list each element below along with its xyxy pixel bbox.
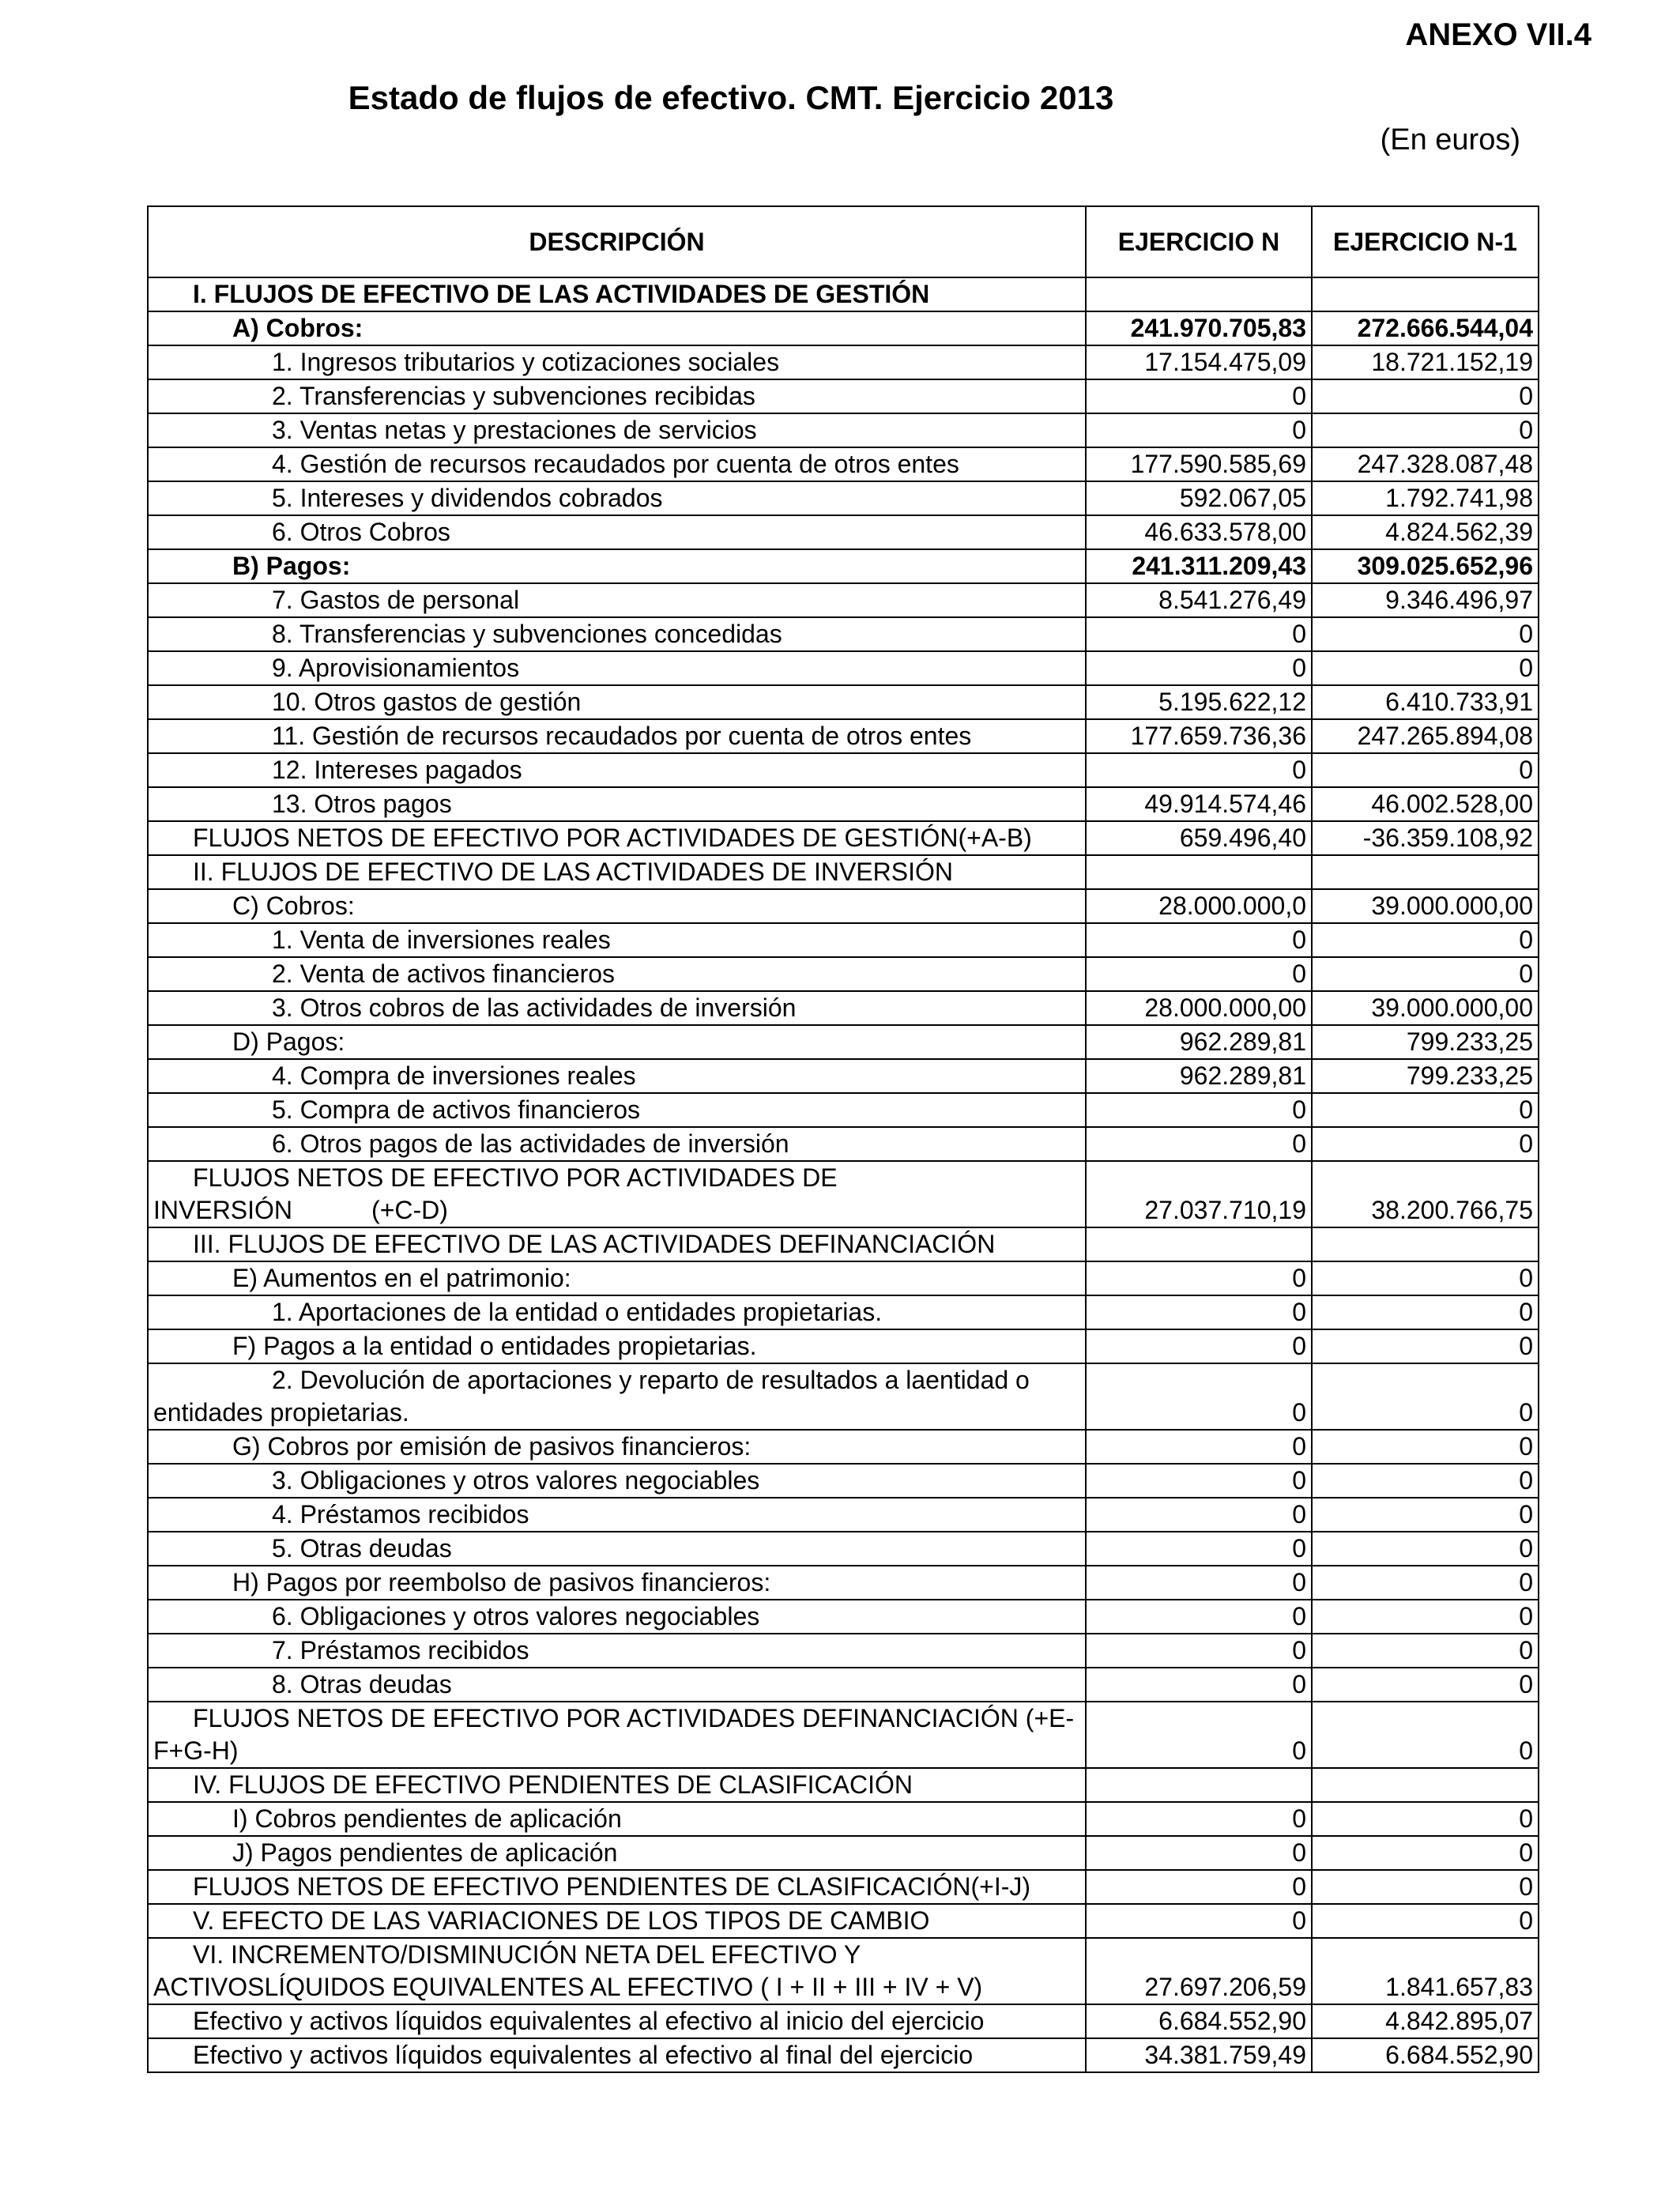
table-row [148, 685, 1539, 719]
row-value-year-n-1: 247.328.087,48 [1312, 447, 1539, 481]
row-value-year-n: 28.000.000,0 [1086, 889, 1312, 923]
table-body [148, 277, 1539, 2072]
row-value-year-n [1086, 1768, 1312, 1802]
table-row [148, 719, 1539, 753]
table-row [148, 889, 1539, 923]
row-description [148, 1938, 1086, 2004]
row-value-year-n-1: 0 [1312, 753, 1539, 787]
table-row [148, 379, 1539, 413]
row-value-year-n-1 [1312, 1227, 1539, 1261]
row-description: 1. Aportaciones de la entidad o entidades propietarias. [148, 1295, 1086, 1329]
row-description [148, 1702, 1086, 1768]
row-value-year-n-1: 799.233,25 [1312, 1025, 1539, 1059]
row-value-year-n: 27.697.206,59 [1086, 1938, 1312, 2004]
row-description: F) Pagos a la entidad o entidades propietarias. [148, 1329, 1086, 1363]
row-description: C) Cobros: [148, 889, 1086, 923]
row-description: 3. Otros cobros de las actividades de inversión [148, 991, 1086, 1025]
row-value-year-n: 27.037.710,19 [1086, 1161, 1312, 1227]
row-value-year-n: 0 [1086, 1668, 1312, 1702]
table-row [148, 651, 1539, 685]
table-row [148, 1836, 1539, 1870]
row-value-year-n: 177.659.736,36 [1086, 719, 1312, 753]
row-description-line1: VI. INCREMENTO/DISMINUCIÓN NETA DEL EFECTIVO Y ACTIVOS [153, 1940, 861, 2001]
table-header-row [148, 206, 1539, 277]
row-value-year-n-1: 0 [1312, 379, 1539, 413]
row-value-year-n: 0 [1086, 1498, 1312, 1532]
row-description: 8. Transferencias y subvenciones concedidas [148, 617, 1086, 651]
row-value-year-n: 0 [1086, 923, 1312, 957]
row-value-year-n-1: 39.000.000,00 [1312, 991, 1539, 1025]
row-description: E) Aumentos en el patrimonio: [148, 1261, 1086, 1295]
row-description [148, 821, 1086, 855]
row-value-year-n-1: 38.200.766,75 [1312, 1161, 1539, 1227]
table-row [148, 923, 1539, 957]
row-value-year-n [1086, 1227, 1312, 1261]
table-row [148, 1127, 1539, 1161]
row-value-year-n-1: 0 [1312, 1261, 1539, 1295]
table-row [148, 1295, 1539, 1329]
row-description: 10. Otros gastos de gestión [148, 685, 1086, 719]
row-description-line1: FLUJOS NETOS DE EFECTIVO POR ACTIVIDADES DE INVERSIÓN [153, 1163, 838, 1224]
row-description-line2: entidad o entidades propietarias. [153, 1366, 1030, 1427]
table-row [148, 1498, 1539, 1532]
row-description-line1: FLUJOS NETOS DE EFECTIVO POR ACTIVIDADES DE [193, 1704, 838, 1732]
row-description: 5. Intereses y dividendos cobrados [148, 481, 1086, 515]
row-value-year-n-1: 799.233,25 [1312, 1059, 1539, 1093]
row-description: 7. Préstamos recibidos [148, 1634, 1086, 1668]
table-row [148, 1363, 1539, 1430]
row-value-year-n: 0 [1086, 651, 1312, 685]
row-description: D) Pagos: [148, 1025, 1086, 1059]
row-value-year-n [1086, 277, 1312, 311]
row-description [148, 1363, 1086, 1430]
row-value-year-n-1: 0 [1312, 1904, 1539, 1938]
row-description-line2: (+C-D) [371, 1196, 448, 1224]
table-row [148, 617, 1539, 651]
row-value-year-n: 0 [1086, 1464, 1312, 1498]
row-description: 13. Otros pagos [148, 787, 1086, 821]
row-value-year-n: 962.289,81 [1086, 1025, 1312, 1059]
row-value-year-n: 17.154.475,09 [1086, 345, 1312, 379]
row-value-year-n-1: 4.842.895,07 [1312, 2004, 1539, 2038]
table-row [148, 1093, 1539, 1127]
row-description-line1: FLUJOS NETOS DE EFECTIVO POR ACTIVIDADES DE GESTIÓN [193, 824, 959, 852]
row-description-line2: (+A-B) [958, 824, 1032, 852]
row-value-year-n: 0 [1086, 379, 1312, 413]
table-row [148, 447, 1539, 481]
row-value-year-n: 6.684.552,90 [1086, 2004, 1312, 2038]
row-value-year-n-1: 0 [1312, 1464, 1539, 1498]
table-row [148, 481, 1539, 515]
row-value-year-n: 177.590.585,69 [1086, 447, 1312, 481]
table-row [148, 413, 1539, 447]
table-row [148, 1532, 1539, 1566]
annex-label: ANEXO VII.4 [1405, 17, 1591, 52]
row-value-year-n-1: 0 [1312, 1836, 1539, 1870]
row-description: 8. Otras deudas [148, 1668, 1086, 1702]
table-row [148, 1904, 1539, 1938]
row-description: Efectivo y activos líquidos equivalentes al efectivo al final del ejercicio [148, 2038, 1086, 2072]
row-value-year-n-1: 0 [1312, 1566, 1539, 1600]
units-label: (En euros) [1380, 123, 1520, 156]
row-value-year-n-1: 0 [1312, 1600, 1539, 1634]
row-value-year-n-1: 0 [1312, 1802, 1539, 1836]
table-row [148, 1668, 1539, 1702]
table-row [148, 1430, 1539, 1464]
row-value-year-n: 5.195.622,12 [1086, 685, 1312, 719]
row-value-year-n: 0 [1086, 1836, 1312, 1870]
row-value-year-n: 0 [1086, 1702, 1312, 1768]
row-description: 6. Otros Cobros [148, 515, 1086, 549]
row-description: B) Pagos: [148, 549, 1086, 583]
table-row [148, 1261, 1539, 1295]
table-row [148, 1025, 1539, 1059]
row-value-year-n-1 [1312, 1768, 1539, 1802]
table-row [148, 753, 1539, 787]
row-value-year-n-1: 0 [1312, 1295, 1539, 1329]
table-row [148, 1702, 1539, 1768]
table-row [148, 2004, 1539, 2038]
row-value-year-n-1 [1312, 855, 1539, 889]
row-value-year-n-1: 9.346.496,97 [1312, 583, 1539, 617]
row-description-line1: FLUJOS NETOS DE EFECTIVO PENDIENTES DE CLASIFICACIÓN [193, 1872, 971, 1901]
table-row [148, 787, 1539, 821]
row-description [148, 1227, 1086, 1261]
row-description: G) Cobros por emisión de pasivos financieros: [148, 1430, 1086, 1464]
table-row [148, 1938, 1539, 2004]
row-value-year-n [1086, 855, 1312, 889]
table-row [148, 1802, 1539, 1836]
row-value-year-n: 0 [1086, 413, 1312, 447]
table-row [148, 1566, 1539, 1600]
row-value-year-n: 0 [1086, 1904, 1312, 1938]
table-row [148, 991, 1539, 1025]
row-description: 11. Gestión de recursos recaudados por cuenta de otros entes [148, 719, 1086, 753]
row-description: V. EFECTO DE LAS VARIACIONES DE LOS TIPOS DE CAMBIO [148, 1904, 1086, 1938]
row-description: H) Pagos por reembolso de pasivos financieros: [148, 1566, 1086, 1600]
table-row [148, 311, 1539, 345]
row-value-year-n: 592.067,05 [1086, 481, 1312, 515]
row-value-year-n-1: 0 [1312, 1702, 1539, 1768]
row-value-year-n: 0 [1086, 1093, 1312, 1127]
row-description: 1. Ingresos tributarios y cotizaciones sociales [148, 345, 1086, 379]
row-description: 12. Intereses pagados [148, 753, 1086, 787]
row-value-year-n: 28.000.000,00 [1086, 991, 1312, 1025]
row-value-year-n: 0 [1086, 753, 1312, 787]
row-description: 2. Venta de activos financieros [148, 957, 1086, 991]
row-value-year-n: 46.633.578,00 [1086, 515, 1312, 549]
row-value-year-n: 0 [1086, 1329, 1312, 1363]
row-description: 2. Transferencias y subvenciones recibidas [148, 379, 1086, 413]
table-row [148, 855, 1539, 889]
row-value-year-n-1: 0 [1312, 1870, 1539, 1904]
row-value-year-n-1: 0 [1312, 651, 1539, 685]
row-value-year-n: 8.541.276,49 [1086, 583, 1312, 617]
row-value-year-n: 0 [1086, 1532, 1312, 1566]
row-description: 4. Compra de inversiones reales [148, 1059, 1086, 1093]
row-description: 6. Obligaciones y otros valores negociables [148, 1600, 1086, 1634]
row-value-year-n-1: 0 [1312, 1093, 1539, 1127]
row-description: I. FLUJOS DE EFECTIVO DE LAS ACTIVIDADES DE GESTIÓN [148, 277, 1086, 311]
table-row [148, 1329, 1539, 1363]
column-header-description: DESCRIPCIÓN [148, 206, 1086, 277]
row-description: 5. Compra de activos financieros [148, 1093, 1086, 1127]
row-description: 3. Ventas netas y prestaciones de servicios [148, 413, 1086, 447]
row-value-year-n-1: 1.841.657,83 [1312, 1938, 1539, 2004]
row-description-line1: 2. Devolución de aportaciones y reparto de resultados a la [272, 1366, 926, 1394]
table-row [148, 1634, 1539, 1668]
row-value-year-n: 0 [1086, 957, 1312, 991]
table-row [148, 515, 1539, 549]
table-row [148, 2038, 1539, 2072]
row-value-year-n-1: 18.721.152,19 [1312, 345, 1539, 379]
row-description [148, 1870, 1086, 1904]
row-value-year-n-1: 0 [1312, 1498, 1539, 1532]
table-row [148, 1768, 1539, 1802]
row-value-year-n: 0 [1086, 1634, 1312, 1668]
row-value-year-n: 0 [1086, 1600, 1312, 1634]
table-row [148, 1464, 1539, 1498]
row-description: IV. FLUJOS DE EFECTIVO PENDIENTES DE CLASIFICACIÓN [148, 1768, 1086, 1802]
table-row [148, 1161, 1539, 1227]
table-row [148, 821, 1539, 855]
row-value-year-n: 0 [1086, 617, 1312, 651]
table-row [148, 345, 1539, 379]
row-value-year-n-1: 0 [1312, 923, 1539, 957]
row-description: I) Cobros pendientes de aplicación [148, 1802, 1086, 1836]
cash-flow-table [147, 205, 1539, 2073]
row-value-year-n-1: -36.359.108,92 [1312, 821, 1539, 855]
row-description: J) Pagos pendientes de aplicación [148, 1836, 1086, 1870]
table-row [148, 1870, 1539, 1904]
row-description-line2: LÍQUIDOS EQUIVALENTES AL EFECTIVO ( I + II + III + IV + V) [264, 1973, 983, 2001]
row-value-year-n-1: 4.824.562,39 [1312, 515, 1539, 549]
row-value-year-n-1: 0 [1312, 1532, 1539, 1566]
table-row [148, 1059, 1539, 1093]
row-description-line1: III. FLUJOS DE EFECTIVO DE LAS ACTIVIDADES DE [193, 1230, 814, 1258]
row-description: A) Cobros: [148, 311, 1086, 345]
row-description-line2: FINANCIACIÓN (+E-F+G-H) [153, 1704, 1075, 1765]
row-value-year-n: 0 [1086, 1870, 1312, 1904]
row-description: Efectivo y activos líquidos equivalentes al efectivo al inicio del ejercicio [148, 2004, 1086, 2038]
row-description: 6. Otros pagos de las actividades de inversión [148, 1127, 1086, 1161]
row-value-year-n-1: 0 [1312, 1634, 1539, 1668]
row-value-year-n: 34.381.759,49 [1086, 2038, 1312, 2072]
row-value-year-n-1: 0 [1312, 957, 1539, 991]
row-value-year-n: 0 [1086, 1261, 1312, 1295]
table-row [148, 549, 1539, 583]
row-description: II. FLUJOS DE EFECTIVO DE LAS ACTIVIDADES DE INVERSIÓN [148, 855, 1086, 889]
row-description-line2: (+I-J) [970, 1872, 1031, 1901]
row-value-year-n-1: 272.666.544,04 [1312, 311, 1539, 345]
row-value-year-n: 659.496,40 [1086, 821, 1312, 855]
row-description: 4. Préstamos recibidos [148, 1498, 1086, 1532]
row-description: 1. Venta de inversiones reales [148, 923, 1086, 957]
row-value-year-n: 962.289,81 [1086, 1059, 1312, 1093]
row-description: 4. Gestión de recursos recaudados por cuenta de otros entes [148, 447, 1086, 481]
row-value-year-n-1: 0 [1312, 1668, 1539, 1702]
page-title-text: Estado de flujos de efectivo. CMT. Ejercicio 2013 [348, 79, 1114, 116]
row-value-year-n: 0 [1086, 1127, 1312, 1161]
row-value-year-n: 0 [1086, 1802, 1312, 1836]
table-row [148, 1600, 1539, 1634]
row-description: 3. Obligaciones y otros valores negociables [148, 1464, 1086, 1498]
row-value-year-n-1: 39.000.000,00 [1312, 889, 1539, 923]
row-value-year-n: 0 [1086, 1363, 1312, 1430]
row-value-year-n-1 [1312, 277, 1539, 311]
row-description: 9. Aprovisionamientos [148, 651, 1086, 685]
row-value-year-n: 241.311.209,43 [1086, 549, 1312, 583]
row-value-year-n-1: 0 [1312, 1363, 1539, 1430]
row-value-year-n-1: 247.265.894,08 [1312, 719, 1539, 753]
column-header-year-n: EJERCICIO N [1086, 206, 1312, 277]
table-row [148, 1227, 1539, 1261]
table-row [148, 583, 1539, 617]
row-value-year-n: 0 [1086, 1295, 1312, 1329]
row-value-year-n: 0 [1086, 1430, 1312, 1464]
row-value-year-n-1: 0 [1312, 1127, 1539, 1161]
row-value-year-n-1: 0 [1312, 617, 1539, 651]
row-value-year-n-1: 0 [1312, 1430, 1539, 1464]
row-description [148, 1161, 1086, 1227]
row-value-year-n-1: 46.002.528,00 [1312, 787, 1539, 821]
row-value-year-n-1: 0 [1312, 413, 1539, 447]
table-row [148, 277, 1539, 311]
row-value-year-n: 0 [1086, 1566, 1312, 1600]
row-description: 5. Otras deudas [148, 1532, 1086, 1566]
page-title [0, 79, 1680, 117]
row-value-year-n-1: 0 [1312, 1329, 1539, 1363]
table-row [148, 957, 1539, 991]
column-header-year-n-1: EJERCICIO N-1 [1312, 206, 1539, 277]
row-description-line2: FINANCIACIÓN [813, 1230, 996, 1258]
row-description: 7. Gastos de personal [148, 583, 1086, 617]
row-value-year-n-1: 1.792.741,98 [1312, 481, 1539, 515]
row-value-year-n-1: 6.410.733,91 [1312, 685, 1539, 719]
row-value-year-n: 49.914.574,46 [1086, 787, 1312, 821]
row-value-year-n: 241.970.705,83 [1086, 311, 1312, 345]
row-value-year-n-1: 6.684.552,90 [1312, 2038, 1539, 2072]
row-value-year-n-1: 309.025.652,96 [1312, 549, 1539, 583]
